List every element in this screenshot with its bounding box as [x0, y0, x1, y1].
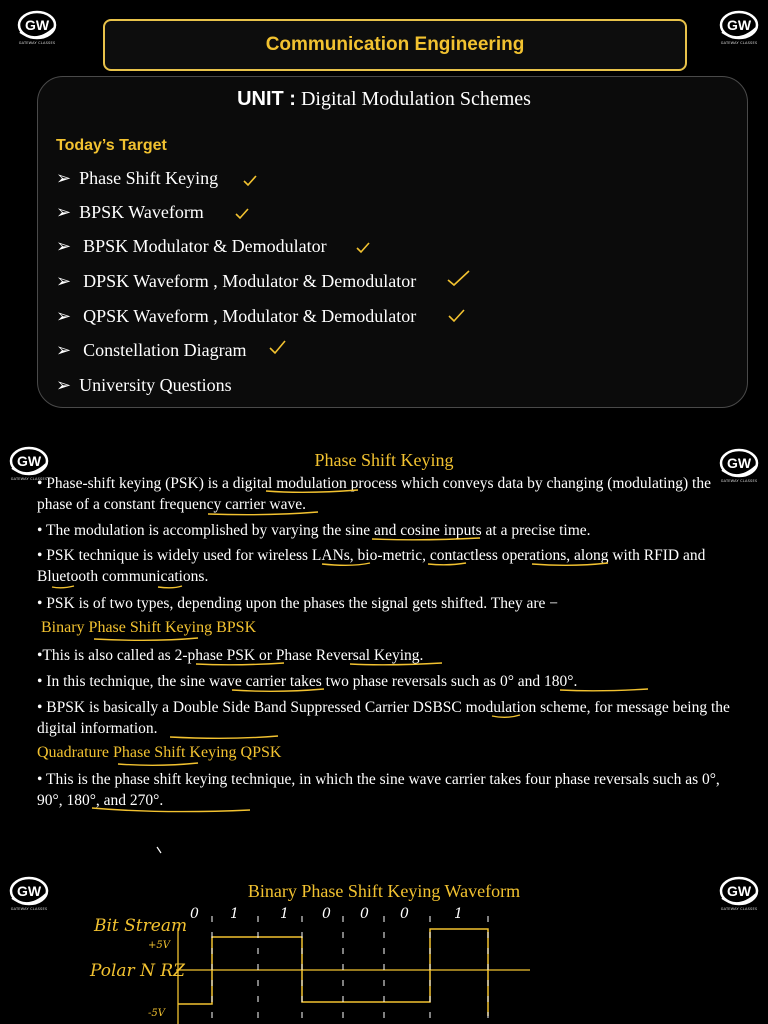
bpsk-paragraph-1: •This is also called as 2-phase PSK or Phase Reversal Keying. — [37, 647, 424, 664]
bpsk-paragraph-2: • In this technique, the sine wave carrier takes two phase reversals such as 0° and 180°. — [37, 673, 578, 690]
psk-section-title: Phase Shift Keying — [314, 450, 454, 470]
psk-paragraph-2: • The modulation is accomplished by varying the sine and cosine inputs at a precise time. — [37, 522, 591, 539]
arrow-bullet-icon: ➢ — [56, 168, 72, 188]
svg-text:GW: GW — [16, 453, 42, 469]
course-title-banner — [103, 19, 687, 71]
target-item: ➢ Constellation Diagram — [56, 340, 247, 360]
arrow-bullet-icon: ➢ — [56, 375, 72, 395]
bpsk-heading: Binary Phase Shift Keying BPSK — [41, 619, 257, 636]
target-item: ➢ Phase Shift Keying — [56, 168, 219, 188]
bit-value: 1 — [280, 906, 289, 922]
unit-heading — [0, 88, 768, 111]
plus-level-label: +5V — [148, 940, 170, 951]
bit-value: 0 — [322, 906, 331, 922]
target-item: ➢ University Questions — [56, 375, 232, 395]
bit-value: 1 — [230, 906, 239, 922]
target-item: ➢ QPSK Waveform , Modulator & Demodulator — [56, 306, 417, 326]
course-title: Communication Engineering — [265, 34, 525, 55]
signal-label: Polar N RZ — [90, 961, 185, 981]
target-item: ➢ BPSK Waveform — [56, 202, 204, 222]
qpsk-paragraph-1: • This is the phase shift keying technique, in which the sine wave carrier takes four phase reversals such as 0°, 90°, 180°, and 270°. — [37, 771, 720, 809]
gateway-logo-icon — [14, 8, 60, 48]
svg-text:GW: GW — [726, 455, 752, 471]
svg-text:GW: GW — [16, 883, 42, 899]
psk-paragraph-4: • PSK is of two types, depending upon the phases the signal gets shifted. They are − — [37, 595, 558, 612]
unit-label: UNIT : — [237, 88, 296, 110]
gateway-logo-icon: GW GATEWAY CLASSES — [716, 446, 762, 486]
logo-text: GW — [726, 17, 752, 33]
gateway-logo-icon — [716, 8, 762, 48]
unit-name: Digital Modulation Schemes — [300, 88, 531, 110]
bit-value: 0 — [400, 906, 409, 922]
bit-value: 0 — [360, 906, 369, 922]
bit-value: 0 — [190, 906, 199, 922]
bit-value: 1 — [454, 906, 463, 922]
waveform-title: Binary Phase Shift Keying Waveform — [247, 881, 521, 901]
bit-stream-label: Bit Stream — [94, 916, 188, 936]
svg-text:GW: GW — [726, 883, 752, 899]
gateway-logo-icon: GW GATEWAY CLASSES — [6, 444, 52, 484]
arrow-bullet-icon: ➢ — [56, 306, 72, 326]
bpsk-paragraph-3: • BPSK is basically a Double Side Band Suppressed Carrier DSBSC modulation scheme, for message being the digital information. — [37, 699, 730, 737]
minus-level-label: -5V — [148, 1008, 165, 1019]
arrow-bullet-icon: ➢ — [56, 271, 72, 291]
arrow-bullet-icon: ➢ — [56, 236, 72, 256]
logo-caption: GATEWAY CLASSES — [18, 41, 56, 45]
target-item: ➢ BPSK Modulator & Demodulator — [56, 236, 327, 256]
gateway-logo-icon: GW GATEWAY CLASSES — [6, 874, 52, 914]
gateway-logo-icon: GW GATEWAY CLASSES — [716, 874, 762, 914]
arrow-bullet-icon: ➢ — [56, 340, 72, 360]
logo-text: GW — [24, 17, 50, 33]
todays-target-label: Today’s Target — [56, 137, 167, 154]
qpsk-heading: Quadrature Phase Shift Keying QPSK — [37, 744, 282, 761]
psk-paragraph-1: • Phase-shift keying (PSK) is a digital modulation process which conveys data by changing (modulating) the phase of a constant frequency carrier wave. — [37, 475, 711, 513]
target-item: ➢ DPSK Waveform , Modulator & Demodulator — [56, 271, 417, 291]
psk-paragraph-3: • PSK technique is widely used for wireless LANs, bio-metric, contactless operations, along with RFID and Bluetooth communications. — [37, 547, 706, 585]
arrow-bullet-icon: ➢ — [56, 202, 72, 222]
logo-caption: GATEWAY CLASSES — [720, 41, 758, 45]
